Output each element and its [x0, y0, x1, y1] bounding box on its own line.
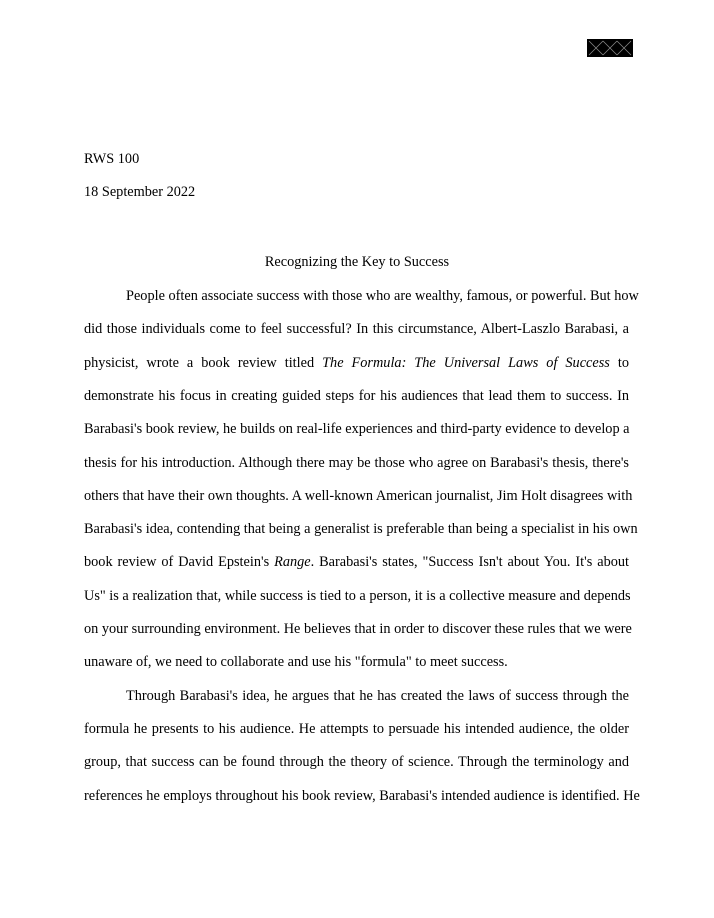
line-text: demonstrate his focus in creating guided steps for his audiences that lead them to success. In [84, 388, 629, 404]
paragraph-line [126, 287, 639, 305]
line-text: to [609, 355, 629, 371]
date-label: 18 September 2022 [84, 184, 196, 200]
line-text: formula he presents to his audience. He attempts to persuade his intended audience, the older [84, 721, 629, 737]
line-text: Barabasi's book review, he builds on real-life experiences and third-party evidence to develop a [84, 421, 630, 437]
line-text: others that have their own thoughts. A well-known American journalist, Jim Holt disagrees with [84, 488, 633, 504]
essay-title: Recognizing the Key to Success [264, 254, 450, 270]
line-text: group, that success can be found through the theory of science. Through the terminology and [84, 754, 629, 770]
course-label: RWS 100 [84, 151, 140, 167]
paragraph-line [84, 354, 629, 372]
line-text: People often associate success with those who are wealthy, famous, or powerful. But how [126, 288, 639, 304]
paragraph-line [84, 420, 629, 438]
paragraph-line [84, 587, 629, 605]
line-text: did those individuals come to feel successful? In this circumstance, Albert-Laszlo Barabasi, a [84, 321, 629, 337]
line-text: Through Barabasi's idea, he argues that he has created the laws of success through the [126, 688, 629, 704]
line-text: thesis for his introduction. Although there may be those who agree on Barabasi's thesis, there's [84, 455, 629, 471]
paragraph-line [84, 320, 629, 338]
line-text: references he employs throughout his book review, Barabasi's intended audience is identified. He [84, 788, 640, 804]
paragraph-line [84, 520, 638, 538]
paragraph-line [84, 620, 632, 638]
paragraph-line [126, 687, 629, 705]
paragraph-line [84, 487, 633, 505]
line-text: Barabasi's idea, contending that being a generalist is preferable than being a specialist in his own [84, 521, 638, 537]
redacted-name-block [587, 39, 633, 57]
redaction-pattern-icon [587, 39, 633, 57]
paragraph-line [84, 454, 629, 472]
line-text: book review of David Epstein's [84, 554, 275, 570]
line-text: Us" is a realization that, while success is tied to a person, it is a collective measure and depends [84, 588, 631, 604]
paragraph-line [84, 720, 629, 738]
paragraph-line [84, 753, 629, 771]
line-text: physicist, wrote a book review titled [84, 355, 323, 371]
paragraph-line [84, 387, 629, 405]
paragraph-line [84, 653, 629, 671]
line-text: on your surrounding environment. He believes that in order to discover these rules that we were [84, 621, 632, 637]
line-text: unaware of, we need to collaborate and use his "formula" to meet success. [84, 654, 508, 670]
line-text: . Barabasi's states, "Success Isn't about You. It's about [310, 554, 629, 570]
paragraph-line [84, 787, 640, 805]
italic-title-text: The Formula: The Universal Laws of Success [322, 355, 610, 371]
italic-title-text: Range [274, 554, 311, 570]
paragraph-line [84, 553, 629, 571]
